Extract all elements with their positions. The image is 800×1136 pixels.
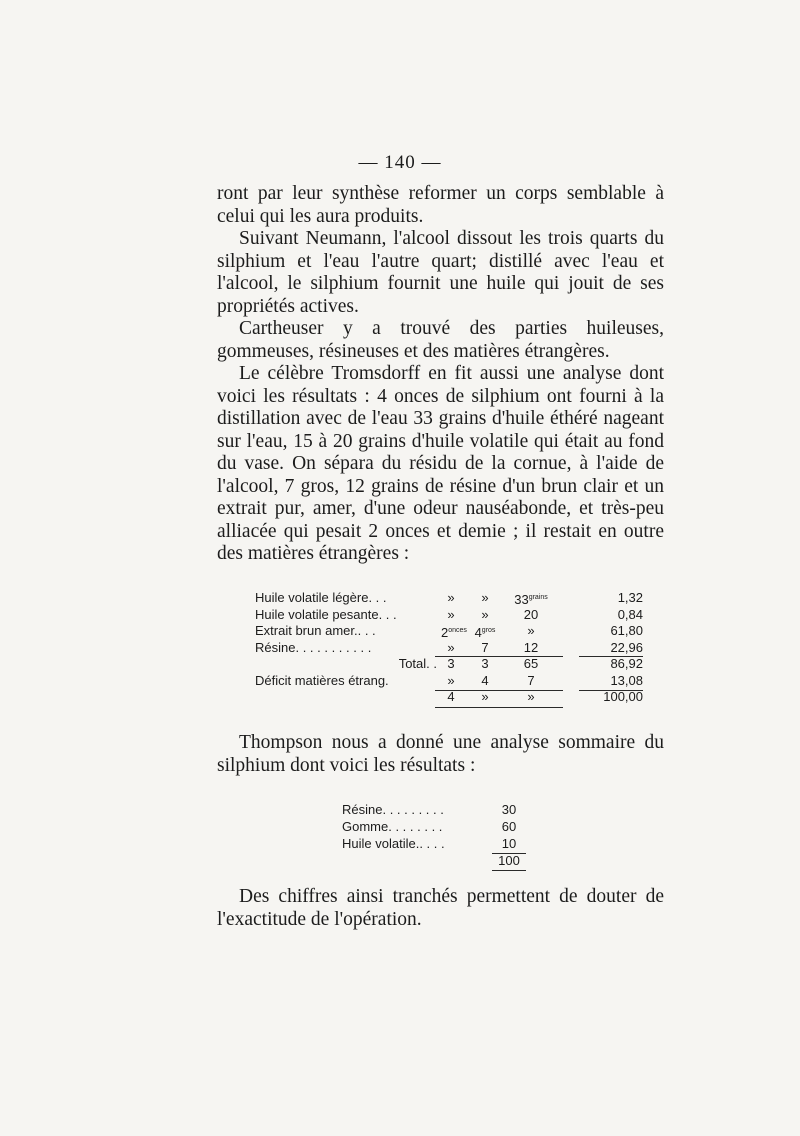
unit-superscript: gros — [481, 627, 496, 634]
table-row — [342, 835, 542, 852]
onces-value: 2 — [441, 625, 449, 640]
table-row — [255, 640, 655, 657]
row-label: Gomme. . . . . . . . — [342, 819, 443, 834]
onces-cell: » — [447, 639, 455, 655]
row-label: Résine. . . . . . . . . — [342, 802, 444, 817]
body-text-middle — [217, 732, 664, 777]
value-cell: 0,84 — [617, 606, 643, 622]
table-row — [255, 623, 655, 640]
grains-value: 33 — [514, 592, 529, 607]
row-label: Résine. . . . . . . . . . . — [255, 639, 372, 655]
total-row — [342, 852, 542, 869]
table-row — [255, 607, 655, 624]
table-row — [255, 590, 655, 607]
onces-cell: 4 — [447, 689, 455, 704]
unit-superscript: onces — [448, 627, 467, 634]
gros-cell: 7 — [481, 639, 489, 655]
grand-total-row — [255, 689, 655, 706]
gros-cell: » — [481, 689, 489, 704]
closing-rule — [492, 870, 526, 871]
paragraph: Suivant Neumann, l'alcool dissout les trois quarts du silphium et l'eau l'autre quart; distillé avec l'eau et l'alcool, le silphium fournit une huile qui jouit de ses propriétés actives. — [217, 228, 664, 317]
gros-cell: » — [481, 606, 489, 622]
gros-cell: » — [481, 590, 489, 605]
total-label: Total. . — [398, 656, 437, 671]
value-cell: 13,08 — [610, 672, 643, 688]
grains-cell: 20 — [523, 606, 539, 622]
onces-cell: » — [447, 606, 455, 622]
value-cell: 30 — [501, 802, 517, 817]
paragraph: Des chiffres ainsi tranchés permettent de douter de l'exactitude de l'opération. — [217, 886, 664, 930]
grains-cell: » — [527, 689, 535, 704]
row-label: Extrait brun amer.. . . — [255, 623, 376, 638]
grains-cell: » — [527, 623, 535, 638]
paragraph: ront par leur synthèse reformer un corps semblable à celui qui les aura produits. — [217, 183, 664, 227]
page-number: — 140 — — [358, 152, 442, 173]
analysis-table-tromsdorff — [255, 590, 655, 706]
onces-cell: » — [447, 590, 455, 605]
body-text-bottom — [217, 886, 664, 931]
onces-cell: » — [447, 672, 455, 688]
value-cell: 60 — [501, 819, 517, 834]
grains-cell: 65 — [523, 656, 539, 671]
row-label: Déficit matières étrang. — [255, 672, 389, 688]
total-value: 100 — [498, 853, 520, 868]
unit-superscript: grains — [528, 594, 548, 601]
row-label: Huile volatile légère. . . — [255, 590, 387, 605]
row-label: Huile volatile pesante. . . — [255, 606, 397, 622]
value-cell: 10 — [501, 836, 517, 851]
onces-cell: 3 — [447, 656, 455, 671]
value-cell: 86,92 — [610, 656, 643, 671]
value-cell: 22,96 — [610, 639, 643, 655]
paragraph: Le célèbre Tromsdorff en fit aussi une analyse dont voici les résultats : 4 onces de silphium ont fourni à la distillation avec de l'eau 33 grains d'huile éthéré nageant sur l'eau, 15 à 20 grains d'huile volatile qui était au fond du vase. On sépara du résidu de la cornue, à l'aide de l'alcool, 7 gros, 12 grains de résine d'un brun clair et un extrait pur, amer, d'une odeur nauséabonde, et très-peu alliacée qui pesait 2 onces et demie ; il restait en outre des matières étrangères : — [217, 363, 664, 564]
paragraph: Cartheuser y a trouvé des parties huileuses, gommeuses, résineuses et des matières étrangères. — [217, 318, 664, 362]
value-cell: 1,32 — [617, 590, 643, 605]
closing-rule — [435, 707, 563, 708]
table-row — [342, 801, 542, 818]
grains-cell: 12 — [523, 639, 539, 655]
total-row — [255, 656, 655, 673]
paragraph: Thompson nous a donné une analyse sommaire du silphium dont voici les résultats : — [217, 732, 664, 776]
analysis-table-thompson — [342, 801, 542, 869]
body-text-top — [217, 183, 664, 566]
grains-cell: 7 — [527, 672, 535, 688]
table-row — [342, 818, 542, 835]
value-cell: 100,00 — [603, 689, 643, 704]
gros-cell: 3 — [481, 656, 489, 671]
deficit-row — [255, 673, 655, 690]
value-cell: 61,80 — [610, 623, 643, 638]
row-label: Huile volatile.. . . . — [342, 836, 445, 851]
gros-value: 4 — [474, 625, 482, 640]
gros-cell: 4 — [481, 672, 489, 688]
